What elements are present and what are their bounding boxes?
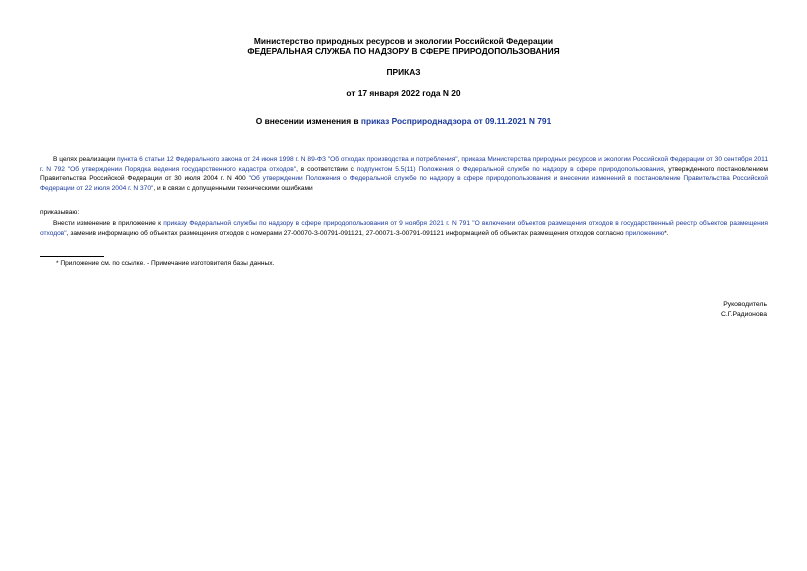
ministry-name: Министерство природных ресурсов и экологии Российской Федерации (253, 36, 554, 46)
order-text-3: *. (664, 229, 669, 237)
document-type: ПРИКАЗ (386, 67, 421, 77)
service-name: ФЕДЕРАЛЬНАЯ СЛУЖБА ПО НАДЗОРУ В СФЕРЕ ПРИРОДОПОЛЬЗОВАНИЯ (247, 46, 560, 56)
document-date-number: от 17 января 2022 года N 20 (346, 88, 461, 98)
preamble-text-5: , и в связи с допущенными техническими ошибками (153, 184, 313, 192)
order-792-link[interactable]: приказа Министерства природных ресурсов и экологии Российской Федерации от 30 сентября 2011 г. N 792 "Об утверждении Порядка ведения государственного кадастра отходов" (40, 156, 769, 173)
document-title (0, 116, 807, 126)
preamble-paragraph (40, 155, 768, 193)
title-prefix: О внесении изменения в (255, 116, 361, 126)
signatory-name: С.Г.Радионова (720, 311, 767, 318)
order-word: приказываю: (40, 209, 80, 216)
appendix-link[interactable]: приложению (625, 229, 665, 237)
preamble-text-4: , утвержденного постановлением Правительства Российской Федерации от 30 июля 2004 г. N 400 (40, 165, 768, 183)
footnote-divider (40, 256, 104, 257)
regulation-clause-link[interactable]: подпунктом 5.5(11) Положения о Федеральной службе по надзору в сфере природопользования (356, 165, 664, 173)
title-order-link[interactable]: приказ Росприроднадзора от 09.11.2021 N 791 (360, 116, 552, 126)
footnote: * Приложение см. по ссылке. - Примечание изготовителя базы данных. (56, 260, 275, 267)
order-text-1: Внести изменение в приложение к (53, 220, 164, 227)
preamble-text-2: , (457, 156, 462, 163)
order-791-link[interactable]: приказу Федеральной службы по надзору в сфере природопользования от 9 ноября 2021 г. N 791 "О включении объектов размещения отходов в государственный реестр объектов размещения отходов" (40, 220, 768, 237)
order-paragraph (40, 219, 768, 238)
signatory-position: Руководитель (723, 301, 767, 308)
preamble-text-3: , в соответствии с (296, 165, 357, 173)
order-text-2: , заменив информацию об объектах размещения отходов с номерами 27-00070-З-00791-091121, 27-00071-З-00791-091121 информацией об объектах размещения отходов согласно (66, 229, 626, 237)
law-89fz-link[interactable]: пункта 6 статьи 12 Федерального закона от 24 июня 1998 г. N 89-ФЗ "Об отходах производства и потребления" (117, 156, 458, 163)
preamble-text-1: В целях реализации (53, 156, 118, 163)
resolution-400-link[interactable]: "Об утверждении Положения о Федеральной службе по надзору в сфере природопользования и внесении изменений в постановление Правительства Российской Федерации от 22 июля 2004 г. N 370" (40, 175, 768, 192)
